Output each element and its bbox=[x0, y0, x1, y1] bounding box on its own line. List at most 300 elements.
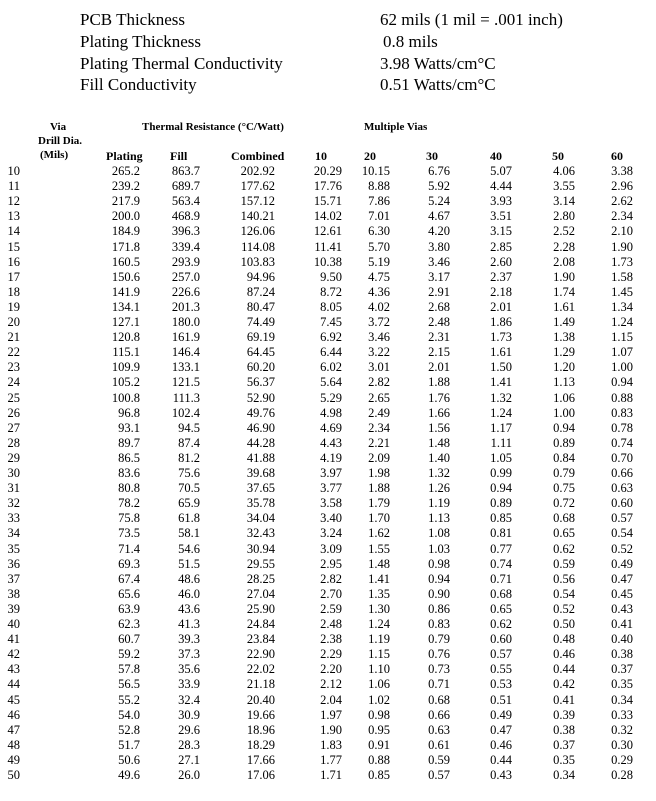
table-cell: 1.77 bbox=[320, 752, 342, 767]
table-cell: 21.18 bbox=[246, 677, 275, 692]
table-cell: 2.34 bbox=[368, 420, 390, 435]
table-cell: 2.48 bbox=[320, 617, 342, 631]
table-cell: 0.56 bbox=[553, 571, 575, 586]
table-cell: 5.92 bbox=[428, 179, 450, 194]
table-cell: 1.06 bbox=[368, 677, 390, 692]
column-header-8: 50 bbox=[552, 149, 564, 163]
table-cell: 1.58 bbox=[611, 269, 633, 284]
table-cell: 0.98 bbox=[428, 556, 450, 571]
column-header-9: 60 bbox=[611, 149, 623, 163]
table-cell: 2.70 bbox=[320, 586, 342, 601]
table-cell: 0.65 bbox=[553, 526, 575, 541]
table-cell: 2.95 bbox=[320, 556, 342, 571]
table-cell: 100.8 bbox=[111, 390, 140, 405]
table-cell: 109.9 bbox=[111, 360, 140, 375]
table-cell: 7.45 bbox=[320, 315, 342, 329]
table-cell: 69.19 bbox=[246, 330, 275, 345]
via-diameter-cell: 28 bbox=[7, 435, 20, 450]
table-cell: 0.63 bbox=[428, 722, 450, 737]
via-diameter-cell: 10 bbox=[7, 164, 20, 178]
via-diameter-cell: 35 bbox=[7, 541, 20, 556]
table-cell: 2.10 bbox=[611, 224, 633, 239]
table-cell: 1.11 bbox=[490, 435, 512, 450]
table-cell: 3.72 bbox=[368, 315, 390, 329]
via-diameter-cell: 48 bbox=[7, 737, 20, 752]
table-cell: 0.83 bbox=[611, 405, 633, 420]
table-cell: 0.42 bbox=[553, 677, 575, 692]
header-thermal-resistance: Thermal Resistance (°C/Watt) bbox=[142, 121, 284, 133]
via-diameter-cell: 46 bbox=[7, 707, 20, 722]
table-cell: 0.62 bbox=[490, 617, 512, 631]
table-cell: 7.01 bbox=[368, 209, 390, 224]
table-cell: 23.84 bbox=[246, 632, 275, 647]
table-cell: 2.08 bbox=[553, 254, 575, 269]
table-cell: 2.38 bbox=[320, 632, 342, 647]
table-cell: 0.73 bbox=[428, 662, 450, 677]
table-cell: 0.68 bbox=[553, 511, 575, 526]
table-cell: 69.3 bbox=[118, 556, 140, 571]
table-cell: 0.91 bbox=[368, 737, 390, 752]
via-diameter-cell: 36 bbox=[7, 556, 20, 571]
table-cell: 46.90 bbox=[246, 420, 275, 435]
column-header-6: 30 bbox=[426, 149, 438, 163]
table-cell: 121.5 bbox=[171, 375, 200, 390]
via-diameter-cell: 29 bbox=[7, 450, 20, 465]
table-cell: 71.4 bbox=[118, 541, 140, 556]
table-cell: 6.30 bbox=[368, 224, 390, 239]
table-cell: 0.68 bbox=[428, 692, 450, 707]
table-cell: 0.40 bbox=[611, 632, 633, 647]
table-cell: 226.6 bbox=[171, 284, 200, 299]
table-cell: 0.79 bbox=[428, 632, 450, 647]
table-cell: 1.32 bbox=[428, 466, 450, 480]
table-cell: 80.8 bbox=[118, 481, 140, 496]
table-cell: 0.70 bbox=[611, 450, 633, 465]
table-cell: 34.04 bbox=[246, 511, 275, 526]
table-cell: 0.60 bbox=[611, 496, 633, 511]
table-cell: 6.02 bbox=[320, 360, 342, 375]
table-cell: 3.24 bbox=[320, 526, 342, 541]
table-cell: 0.71 bbox=[428, 677, 450, 692]
table-cell: 94.5 bbox=[178, 420, 200, 435]
table-cell: 1.50 bbox=[490, 360, 512, 375]
table-cell: 54.6 bbox=[178, 541, 200, 556]
param-value-pcb-thickness: 62 mils (1 mil = .001 inch) bbox=[380, 10, 563, 29]
table-cell: 1.13 bbox=[553, 375, 575, 390]
table-cell: 1.88 bbox=[428, 375, 450, 390]
via-diameter-cell: 22 bbox=[7, 345, 20, 360]
table-cell: 94.96 bbox=[246, 269, 275, 284]
table-cell: 62.3 bbox=[118, 617, 140, 631]
via-diameter-cell: 24 bbox=[7, 375, 20, 390]
via-diameter-cell: 21 bbox=[7, 330, 20, 345]
table-cell: 5.24 bbox=[428, 194, 450, 209]
table-cell: 1.30 bbox=[368, 601, 390, 616]
table-cell: 27.1 bbox=[178, 752, 200, 767]
table-cell: 115.1 bbox=[112, 345, 140, 360]
table-cell: 32.4 bbox=[178, 692, 200, 707]
table-cell: 217.9 bbox=[111, 194, 140, 209]
table-cell: 6.44 bbox=[320, 345, 342, 360]
table-cell: 2.01 bbox=[490, 299, 512, 314]
table-cell: 9.50 bbox=[320, 269, 342, 284]
table-cell: 51.5 bbox=[178, 556, 200, 571]
table-cell: 0.35 bbox=[553, 752, 575, 767]
table-cell: 17.76 bbox=[313, 179, 342, 194]
via-diameter-cell: 37 bbox=[7, 571, 20, 586]
table-cell: 0.63 bbox=[611, 481, 633, 496]
table-cell: 2.37 bbox=[490, 269, 512, 284]
table-cell: 70.5 bbox=[178, 481, 200, 496]
table-cell: 184.9 bbox=[111, 224, 140, 239]
table-cell: 5.64 bbox=[320, 375, 342, 390]
table-cell: 1.56 bbox=[428, 420, 450, 435]
header-multiple-vias: Multiple Vias bbox=[364, 121, 428, 133]
header-drill-dia: Drill Dia. bbox=[38, 135, 82, 147]
table-cell: 0.49 bbox=[490, 707, 512, 722]
table-cell: 0.88 bbox=[368, 752, 390, 767]
table-cell: 0.89 bbox=[553, 435, 575, 450]
table-cell: 257.0 bbox=[171, 269, 200, 284]
table-cell: 171.8 bbox=[111, 239, 140, 254]
table-cell: 0.71 bbox=[490, 571, 512, 586]
table-cell: 4.02 bbox=[368, 299, 390, 314]
table-cell: 35.78 bbox=[246, 496, 275, 511]
table-cell: 1.19 bbox=[368, 632, 390, 647]
table-cell: 1.97 bbox=[320, 707, 342, 722]
via-diameter-cell: 33 bbox=[7, 511, 20, 526]
via-diameter-cell: 39 bbox=[7, 601, 20, 616]
table-cell: 0.53 bbox=[490, 677, 512, 692]
table-cell: 0.54 bbox=[611, 526, 633, 541]
table-cell: 86.5 bbox=[118, 450, 140, 465]
table-cell: 160.5 bbox=[111, 254, 140, 269]
table-cell: 93.1 bbox=[118, 420, 140, 435]
table-cell: 1.17 bbox=[490, 420, 512, 435]
table-cell: 133.1 bbox=[171, 360, 200, 375]
table-cell: 56.5 bbox=[118, 677, 140, 692]
table-cell: 73.5 bbox=[118, 526, 140, 541]
table-cell: 1.45 bbox=[611, 284, 633, 299]
table-cell: 2.28 bbox=[553, 239, 575, 254]
table-cell: 0.57 bbox=[490, 647, 512, 662]
table-cell: 0.41 bbox=[553, 692, 575, 707]
table-cell: 2.01 bbox=[428, 360, 450, 375]
table-cell: 111.3 bbox=[172, 390, 200, 405]
table-cell: 2.68 bbox=[428, 299, 450, 314]
table-cell: 49.6 bbox=[118, 768, 140, 782]
table-cell: 50.6 bbox=[118, 752, 140, 767]
table-cell: 1.06 bbox=[553, 390, 575, 405]
table-cell: 1.05 bbox=[490, 450, 512, 465]
table-cell: 52.90 bbox=[246, 390, 275, 405]
table-cell: 0.66 bbox=[428, 707, 450, 722]
table-cell: 396.3 bbox=[171, 224, 200, 239]
table-cell: 0.43 bbox=[490, 768, 512, 782]
table-cell: 4.19 bbox=[320, 450, 342, 465]
table-cell: 200.0 bbox=[111, 209, 140, 224]
table-cell: 0.47 bbox=[490, 722, 512, 737]
table-cell: 105.2 bbox=[111, 375, 140, 390]
table-cell: 3.93 bbox=[490, 194, 512, 209]
table-cell: 0.44 bbox=[553, 662, 575, 677]
via-diameter-cell: 32 bbox=[7, 496, 20, 511]
table-cell: 25.90 bbox=[246, 601, 275, 616]
table-cell: 863.7 bbox=[171, 164, 200, 178]
column-header-7: 40 bbox=[490, 149, 502, 163]
table-cell: 0.98 bbox=[368, 707, 390, 722]
table-cell: 19.66 bbox=[246, 707, 275, 722]
via-diameter-cell: 47 bbox=[7, 722, 20, 737]
table-cell: 102.4 bbox=[171, 405, 200, 420]
via-diameter-cell: 20 bbox=[7, 315, 20, 329]
table-cell: 1.08 bbox=[428, 526, 450, 541]
table-cell: 563.4 bbox=[171, 194, 200, 209]
table-cell: 177.62 bbox=[240, 179, 275, 194]
table-cell: 0.84 bbox=[553, 450, 575, 465]
table-cell: 2.20 bbox=[320, 662, 342, 677]
table-cell: 339.4 bbox=[171, 239, 200, 254]
table-cell: 1.62 bbox=[368, 526, 390, 541]
table-cell: 4.98 bbox=[320, 405, 342, 420]
table-cell: 201.3 bbox=[171, 299, 200, 314]
table-cell: 75.8 bbox=[118, 511, 140, 526]
table-cell: 1.70 bbox=[368, 511, 390, 526]
table-cell: 2.12 bbox=[320, 677, 342, 692]
table-cell: 32.43 bbox=[246, 526, 275, 541]
table-cell: 1.48 bbox=[368, 556, 390, 571]
table-cell: 4.44 bbox=[490, 179, 512, 194]
via-diameter-cell: 43 bbox=[7, 662, 20, 677]
via-diameter-cell: 17 bbox=[7, 269, 20, 284]
table-cell: 5.19 bbox=[368, 254, 390, 269]
table-cell: 1.07 bbox=[611, 345, 633, 360]
table-cell: 1.35 bbox=[368, 586, 390, 601]
table-cell: 3.58 bbox=[320, 496, 342, 511]
table-cell: 2.04 bbox=[320, 692, 342, 707]
table-cell: 2.18 bbox=[490, 284, 512, 299]
table-cell: 0.94 bbox=[611, 375, 633, 390]
table-cell: 0.55 bbox=[490, 662, 512, 677]
column-header-4: 10 bbox=[315, 149, 327, 163]
table-cell: 37.3 bbox=[178, 647, 200, 662]
table-cell: 0.61 bbox=[428, 737, 450, 752]
table-cell: 4.43 bbox=[320, 435, 342, 450]
table-cell: 1.15 bbox=[611, 330, 633, 345]
table-cell: 26.0 bbox=[178, 768, 200, 782]
table-cell: 8.05 bbox=[320, 299, 342, 314]
table-cell: 10.15 bbox=[361, 164, 390, 178]
via-diameter-cell: 13 bbox=[7, 209, 20, 224]
table-cell: 0.50 bbox=[553, 617, 575, 631]
via-diameter-cell: 19 bbox=[7, 299, 20, 314]
table-cell: 2.52 bbox=[553, 224, 575, 239]
table-cell: 1.24 bbox=[368, 617, 390, 631]
table-cell: 1.29 bbox=[553, 345, 575, 360]
table-cell: 0.44 bbox=[490, 752, 512, 767]
table-cell: 1.79 bbox=[368, 496, 390, 511]
table-cell: 37.65 bbox=[246, 481, 275, 496]
table-cell: 54.0 bbox=[118, 707, 140, 722]
table-cell: 55.2 bbox=[118, 692, 140, 707]
table-cell: 3.15 bbox=[490, 224, 512, 239]
column-header-2: Fill bbox=[170, 149, 188, 163]
table-cell: 4.67 bbox=[428, 209, 450, 224]
table-cell: 0.94 bbox=[490, 481, 512, 496]
table-cell: 1.61 bbox=[490, 345, 512, 360]
table-cell: 63.9 bbox=[118, 601, 140, 616]
table-cell: 1.90 bbox=[611, 239, 633, 254]
table-cell: 0.62 bbox=[553, 541, 575, 556]
header-via: Via bbox=[50, 121, 67, 133]
table-cell: 0.59 bbox=[428, 752, 450, 767]
table-cell: 0.47 bbox=[611, 571, 633, 586]
table-cell: 3.38 bbox=[611, 164, 633, 178]
table-cell: 3.55 bbox=[553, 179, 575, 194]
table-cell: 48.6 bbox=[178, 571, 200, 586]
table-cell: 1.32 bbox=[490, 390, 512, 405]
table-cell: 202.92 bbox=[240, 164, 275, 178]
table-cell: 0.38 bbox=[611, 647, 633, 662]
table-cell: 49.76 bbox=[246, 405, 275, 420]
table-cell: 134.1 bbox=[111, 299, 140, 314]
table-cell: 2.31 bbox=[428, 330, 450, 345]
via-diameter-cell: 30 bbox=[7, 466, 20, 480]
table-cell: 3.17 bbox=[428, 269, 450, 284]
table-cell: 2.49 bbox=[368, 405, 390, 420]
table-cell: 1.02 bbox=[368, 692, 390, 707]
table-cell: 1.83 bbox=[320, 737, 342, 752]
table-cell: 22.02 bbox=[246, 662, 275, 677]
table-cell: 1.61 bbox=[553, 299, 575, 314]
table-cell: 0.95 bbox=[368, 722, 390, 737]
table-cell: 0.54 bbox=[553, 586, 575, 601]
table-cell: 0.32 bbox=[611, 722, 633, 737]
table-cell: 265.2 bbox=[111, 164, 140, 178]
table-cell: 28.3 bbox=[178, 737, 200, 752]
table-cell: 1.26 bbox=[428, 481, 450, 496]
table-cell: 3.01 bbox=[368, 360, 390, 375]
via-diameter-cell: 49 bbox=[7, 752, 20, 767]
table-cell: 0.60 bbox=[490, 632, 512, 647]
column-header-3: Combined bbox=[231, 149, 285, 163]
table-cell: 3.14 bbox=[553, 194, 575, 209]
table-cell: 1.10 bbox=[368, 662, 390, 677]
table-cell: 87.24 bbox=[246, 284, 275, 299]
table-cell: 2.82 bbox=[368, 375, 390, 390]
table-cell: 1.73 bbox=[490, 330, 512, 345]
table-cell: 0.46 bbox=[553, 647, 575, 662]
table-cell: 52.8 bbox=[118, 722, 140, 737]
table-cell: 120.8 bbox=[111, 330, 140, 345]
via-diameter-cell: 27 bbox=[7, 420, 20, 435]
table-cell: 0.85 bbox=[490, 511, 512, 526]
param-label-fill-conductivity: Fill Conductivity bbox=[80, 75, 197, 94]
table-cell: 1.00 bbox=[611, 360, 633, 375]
table-cell: 0.59 bbox=[553, 556, 575, 571]
table-cell: 0.65 bbox=[490, 601, 512, 616]
via-diameter-cell: 44 bbox=[7, 677, 20, 692]
table-cell: 126.06 bbox=[240, 224, 275, 239]
table-cell: 3.46 bbox=[368, 330, 390, 345]
table-cell: 65.9 bbox=[178, 496, 200, 511]
table-cell: 41.88 bbox=[246, 450, 275, 465]
table-cell: 27.04 bbox=[246, 586, 275, 601]
table-cell: 1.03 bbox=[428, 541, 450, 556]
table-cell: 0.90 bbox=[428, 586, 450, 601]
table-cell: 2.91 bbox=[428, 284, 450, 299]
table-cell: 180.0 bbox=[171, 315, 200, 329]
table-cell: 689.7 bbox=[171, 179, 200, 194]
table-cell: 5.07 bbox=[490, 164, 512, 178]
table-cell: 1.90 bbox=[320, 722, 342, 737]
table-cell: 0.66 bbox=[611, 466, 633, 480]
table-cell: 0.89 bbox=[490, 496, 512, 511]
table-cell: 65.6 bbox=[118, 586, 140, 601]
table-cell: 0.29 bbox=[611, 752, 633, 767]
table-cell: 0.72 bbox=[553, 496, 575, 511]
via-diameter-cell: 26 bbox=[7, 405, 20, 420]
table-cell: 141.9 bbox=[111, 284, 140, 299]
table-cell: 2.59 bbox=[320, 601, 342, 616]
table-cell: 0.43 bbox=[611, 601, 633, 616]
table-cell: 4.06 bbox=[553, 164, 575, 178]
table-cell: 74.49 bbox=[246, 315, 275, 329]
table-cell: 2.48 bbox=[428, 315, 450, 329]
table-cell: 0.46 bbox=[490, 737, 512, 752]
table-cell: 3.46 bbox=[428, 254, 450, 269]
table-cell: 41.3 bbox=[178, 617, 200, 631]
table-cell: 1.90 bbox=[553, 269, 575, 284]
via-diameter-cell: 12 bbox=[7, 194, 20, 209]
table-cell: 57.8 bbox=[118, 662, 140, 677]
table-cell: 1.38 bbox=[553, 330, 575, 345]
table-cell: 60.7 bbox=[118, 632, 140, 647]
table-cell: 0.35 bbox=[611, 677, 633, 692]
table-cell: 87.4 bbox=[178, 435, 200, 450]
table-cell: 2.09 bbox=[368, 450, 390, 465]
table-cell: 58.1 bbox=[178, 526, 200, 541]
table-cell: 1.41 bbox=[490, 375, 512, 390]
table-cell: 1.76 bbox=[428, 390, 450, 405]
table-cell: 39.68 bbox=[246, 466, 275, 480]
table-cell: 150.6 bbox=[111, 269, 140, 284]
table-cell: 0.99 bbox=[490, 466, 512, 480]
via-diameter-cell: 50 bbox=[7, 768, 20, 782]
table-cell: 146.4 bbox=[171, 345, 200, 360]
table-cell: 1.20 bbox=[553, 360, 575, 375]
table-cell: 2.15 bbox=[428, 345, 450, 360]
table-cell: 20.29 bbox=[313, 164, 342, 178]
table-cell: 2.96 bbox=[611, 179, 633, 194]
table-cell: 0.94 bbox=[553, 420, 575, 435]
table-cell: 1.71 bbox=[320, 768, 342, 782]
table-cell: 0.49 bbox=[611, 556, 633, 571]
table-cell: 33.9 bbox=[178, 677, 200, 692]
via-diameter-cell: 11 bbox=[7, 179, 20, 194]
table-cell: 4.20 bbox=[428, 224, 450, 239]
table-cell: 39.3 bbox=[178, 632, 200, 647]
table-cell: 1.40 bbox=[428, 450, 450, 465]
table-cell: 0.57 bbox=[611, 511, 633, 526]
table-cell: 67.4 bbox=[118, 571, 140, 586]
table-cell: 1.88 bbox=[368, 481, 390, 496]
via-diameter-cell: 14 bbox=[7, 224, 20, 239]
table-cell: 0.94 bbox=[428, 571, 450, 586]
table-cell: 0.86 bbox=[428, 601, 450, 616]
table-cell: 0.79 bbox=[553, 466, 575, 480]
table-cell: 114.08 bbox=[241, 239, 275, 254]
